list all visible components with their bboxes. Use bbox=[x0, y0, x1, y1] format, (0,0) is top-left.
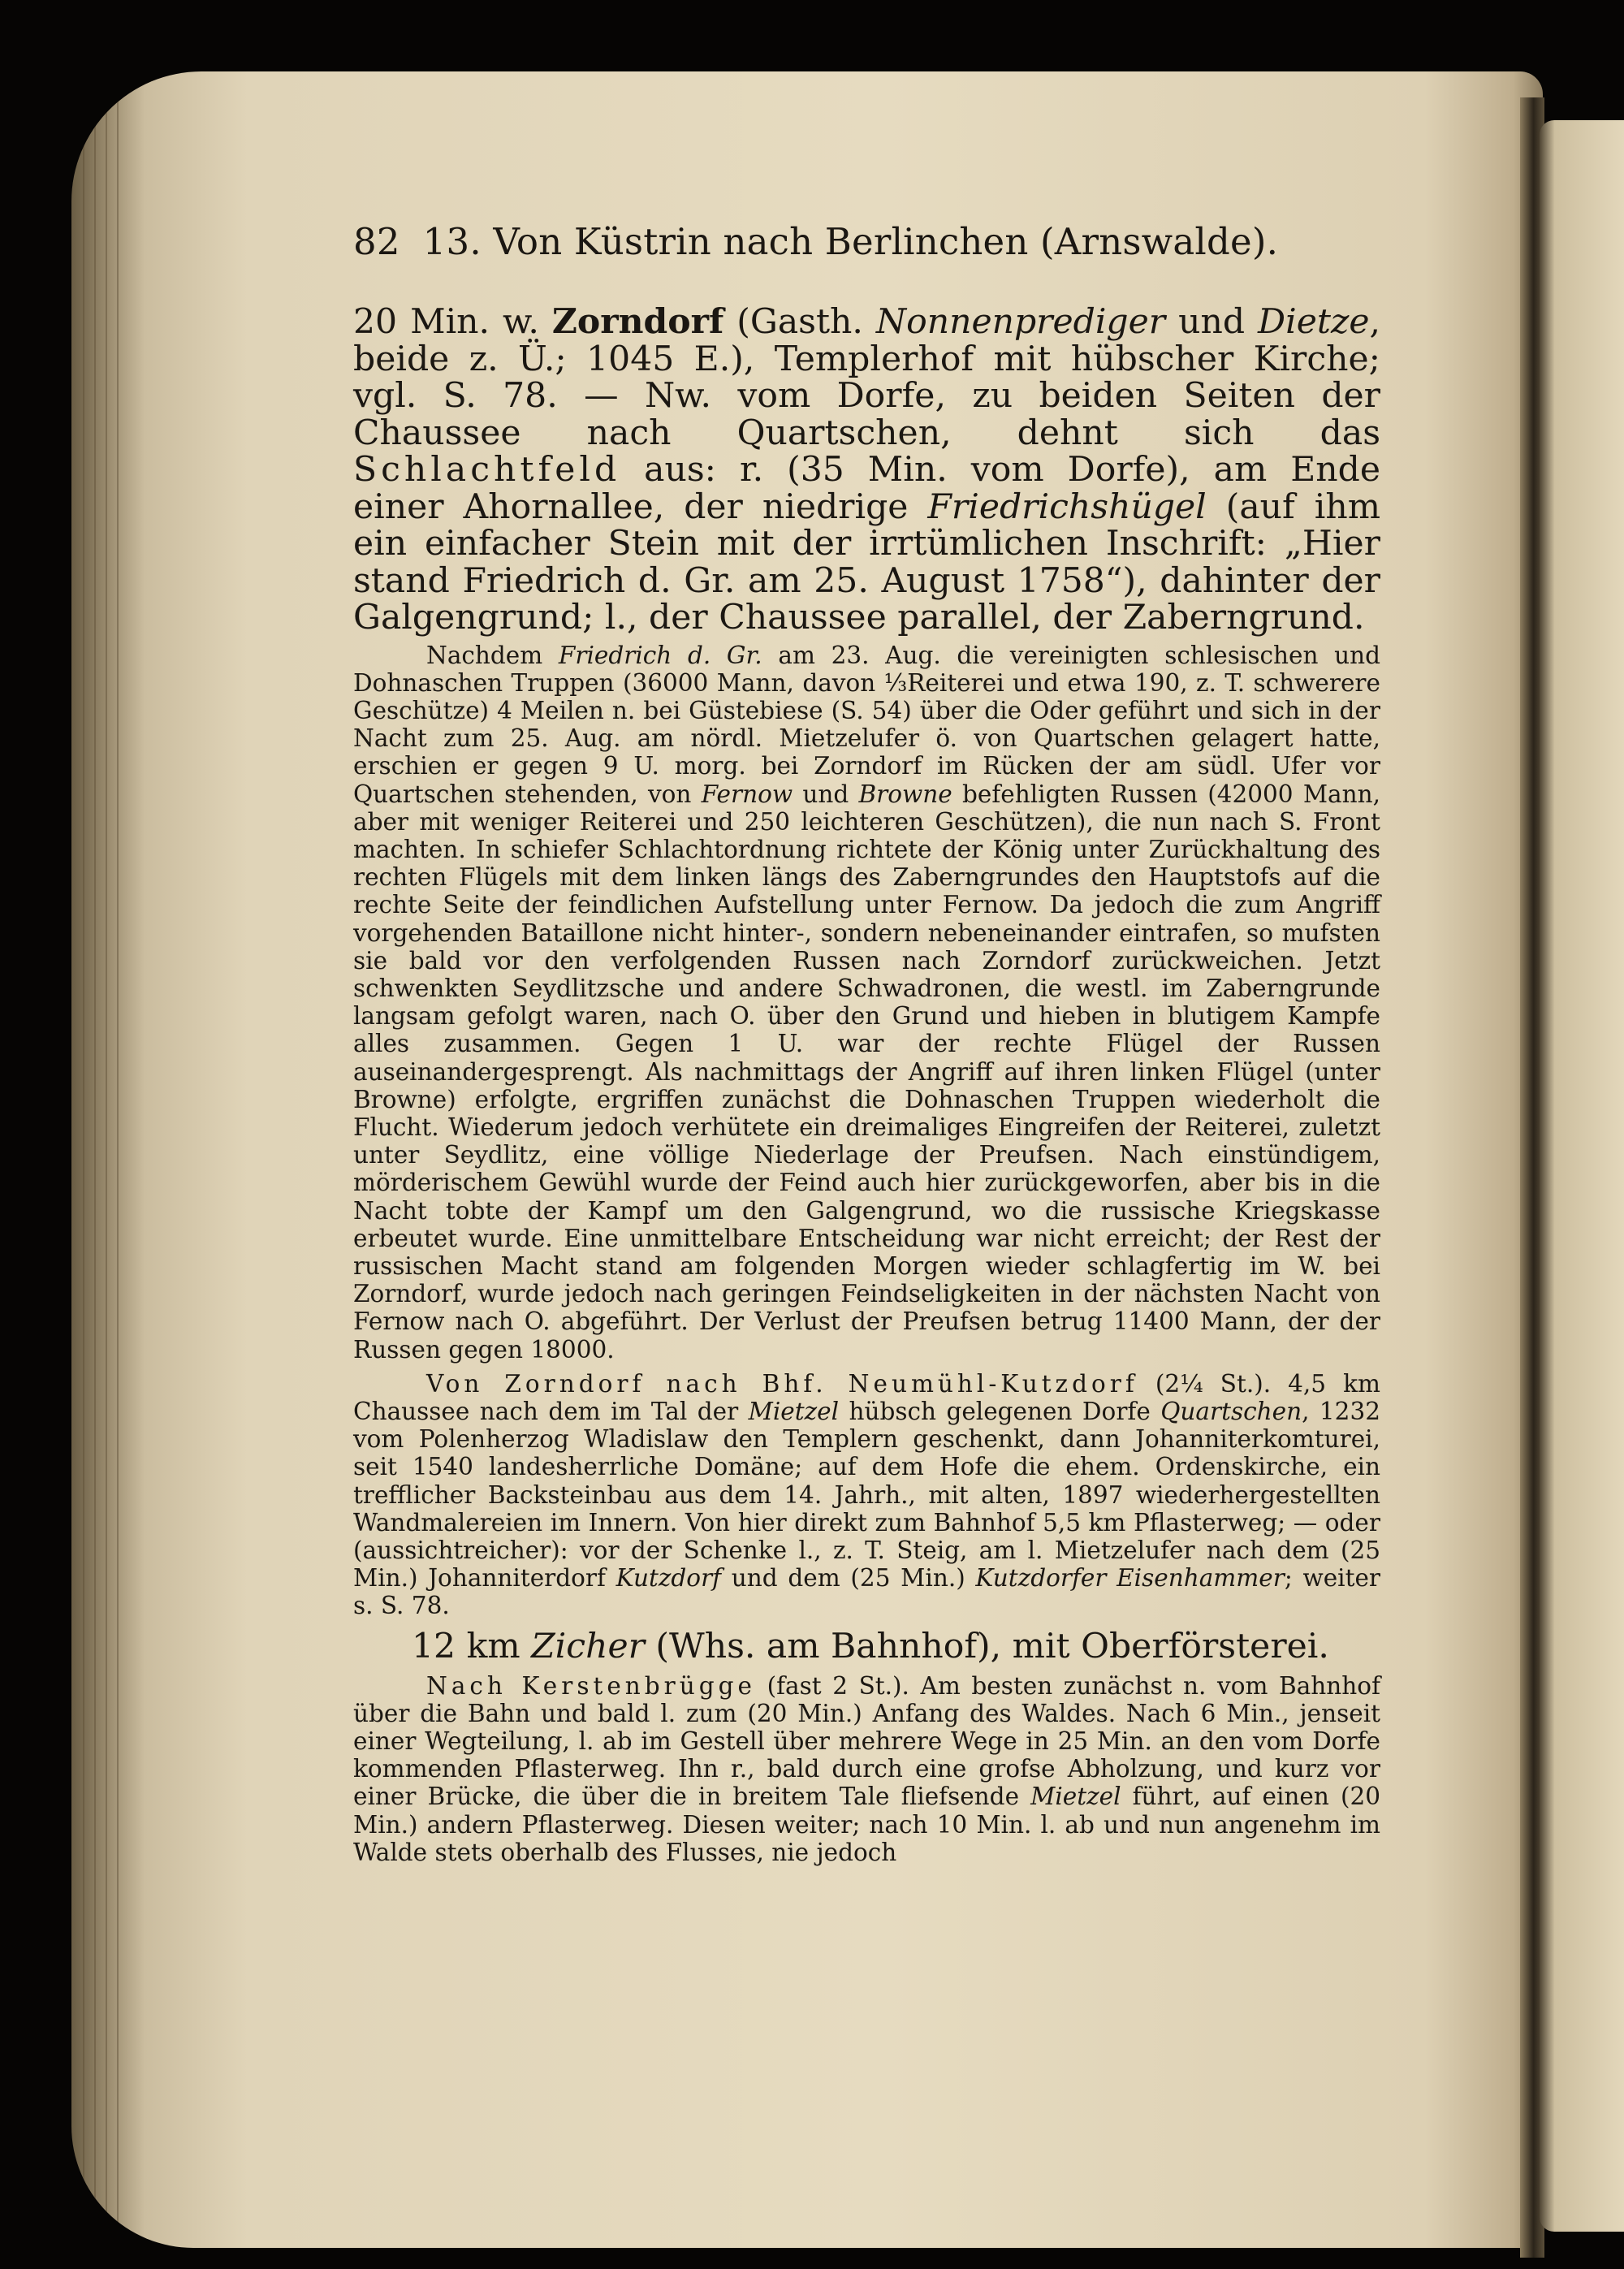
person-name: Fernow bbox=[701, 780, 793, 808]
river-name: Mietzel bbox=[1030, 1783, 1121, 1811]
spaced-term: Schlachtfeld bbox=[353, 450, 621, 490]
route-heading: Nach Kerstenbrügge bbox=[426, 1671, 756, 1700]
landmark-name: Friedrichshügel bbox=[927, 486, 1207, 527]
text-run: am 23. Aug. die vereinigten schlesischen und Dohnaschen Truppen (36000 Mann, davon ⅓Reiterei und etwa 190, z. T. schwerere Geschütze) 4 Meilen n. bei Güstebiese (S. 54) über die Oder geführt und sich in der Nacht zum 25. Aug. am nördl. Mietzelufer ö. von Quartschen gelagert hatte, erschien er gegen 9 U. morg. bei Zorndorf im Rücken der am südl. Ufer vor Quartschen stehenden, von bbox=[353, 641, 1380, 808]
page-edge-line bbox=[117, 71, 119, 2248]
person-name: Browne bbox=[858, 780, 952, 808]
text-run: Nachdem bbox=[426, 641, 559, 669]
text-run: (Gasth. bbox=[723, 302, 876, 342]
text-run: aus: r. (35 Min. vom Dorfe), am Ende einer Ahornallee, der niedrige bbox=[353, 450, 1380, 527]
paragraph-route-kutzdorf bbox=[353, 1370, 1380, 1620]
place-name: Zorndorf bbox=[551, 301, 724, 342]
text-run: ; weiter s. S. 78. bbox=[353, 1564, 1381, 1620]
chapter-title: 13. Von Küstrin nach Berlinchen (Arnswalde). bbox=[422, 220, 1279, 263]
place-name: Kutzdorf bbox=[615, 1564, 722, 1593]
distance: 12 km bbox=[412, 1626, 532, 1666]
page-number: 82 bbox=[353, 220, 400, 263]
page-edge-line bbox=[83, 71, 84, 2248]
route-heading: Von Zorndorf nach Bhf. Neumühl-Kutzdorf bbox=[426, 1369, 1138, 1398]
page-edge-line bbox=[106, 71, 107, 2248]
facing-page-edge bbox=[1540, 120, 1624, 2232]
paragraph-route-kerstenbruegge bbox=[353, 1672, 1380, 1866]
inn-name: Dietze bbox=[1258, 302, 1370, 342]
text-run: (Whs. am Bahnhof), mit Oberförsterei. bbox=[644, 1626, 1329, 1666]
text-run: (2¼ St.). 4,5 km Chaussee nach dem im Tal der bbox=[353, 1369, 1380, 1425]
river-name: Mietzel bbox=[748, 1397, 840, 1425]
page-edge-line bbox=[94, 71, 96, 2248]
place-name: Kutzdorfer Eisenhammer bbox=[975, 1564, 1285, 1593]
text-run: hübsch gelegenen Dorfe bbox=[839, 1397, 1161, 1425]
text-run: und bbox=[1165, 302, 1259, 342]
station-entry bbox=[353, 1625, 1380, 1669]
text-run: befehligten Russen (42000 Mann, aber mit weniger Reiterei und 250 leichteren Geschützen), die nun nach S. Front machten. In schiefer Schlachtordnung richtete der König unter Zurückhaltung des rechten Flügels mit dem linken längs des Zaberngrundes den Hauptstofs auf die rechte Seite der feindlichen Aufstellung unter Fernow. Da jedoch die zum Angriff vorgehenden Bataillone nicht hinter-, sondern nebeneinander eintrafen, so mufsten sie bald vor den verfolgenden Russen nach Zorndorf zurückweichen. Jetzt schwenkten Seydlitzsche und andere Schwadronen, die westl. im Zaberngrunde langsam gefolgt waren, nach O. über den Grund und hieben in blutigem Kampfe alles zusammen. Gegen 1 U. war der rechte Flügel der Russen auseinandergesprengt. Als nachmittags der Angriff auf ihren linken Flügel (unter Browne) erfolgte, ergriffen zunächst die Dohnaschen Truppen wiederholt die Flucht. Wiederum jedoch verhütete ein dreimaliges Eingreifen der Reiterei, zuletzt unter Seydlitz, eine völlige Niederlage der Preufsen. Nach einstündigem, mörderischem Gewühl wurde der Feind auch hier zurückgeworfen, aber bis in die Nacht tobte der Kampf um den Galgengrund, wo die russische Kriegskasse erbeutet wurde. Eine unmittelbare Entscheidung war nicht erreicht; der Rest der russischen Macht stand am folgenden Morgen wieder schlagfertig im W. bei Zorndorf, wurde jedoch nach geringen Feindseligkeiten in der nächsten Nacht von Fernow nach O. abgeführt. Der Verlust der Preufsen betrug 11400 Mann, der der Russen gegen 18000. bbox=[353, 780, 1380, 1364]
person-name: Friedrich d. Gr. bbox=[558, 641, 762, 669]
text-run: , beide z. Ü.; 1045 E.), Templerhof mit hübscher Kirche; vgl. S. 78. — Nw. vom Dorfe, zu beiden Seiten der Chaussee nach Quartschen, dehnt sich das bbox=[353, 302, 1381, 453]
text-run: und dem (25 Min.) bbox=[721, 1564, 976, 1593]
place-name: Quartschen bbox=[1160, 1397, 1302, 1425]
page-text bbox=[353, 219, 1380, 1866]
station-name: Zicher bbox=[531, 1626, 645, 1666]
inn-name: Nonnenprediger bbox=[875, 302, 1166, 342]
text-run: und bbox=[793, 780, 859, 808]
text-run: (auf ihm ein einfacher Stein mit der irrtümlichen Inschrift: „Hier stand Friedrich d. Gr. am 25. August 1758“), dahinter der Galgengrund; l., der Chaussee parallel, der Zaberngrund. bbox=[353, 486, 1380, 637]
text-run: führt, auf einen (20 Min.) andern Pflasterweg. Diesen weiter; nach 10 Min. l. ab und nun angenehm im Walde stets oberhalb des Flusses, nie jedoch bbox=[353, 1783, 1380, 1866]
paragraph-battle-history bbox=[353, 642, 1380, 1364]
running-head bbox=[353, 219, 1380, 265]
text-run: , 1232 vom Polenherzog Wladislaw den Templern geschenkt, dann Johanniterkomturei, seit 1540 landesherrliche Domäne; auf dem Hofe die ehem. Ordenskirche, ein trefflicher Backsteinbau aus dem 14. Jahrh., mit alten, 1897 wiederhergestellten Wandmalereien im Innern. Von hier direkt zum Bahnhof 5,5 km Pflasterweg; — oder (aussichtreicher): vor der Schenke l., z. T. Steig, am l. Mietzelufer nach dem (25 Min.) Johanniterdorf bbox=[353, 1397, 1380, 1593]
text-run: 20 Min. w. bbox=[353, 302, 552, 342]
paragraph-zorndorf bbox=[353, 301, 1381, 637]
text-run: (fast 2 St.). Am besten zunächst n. vom Bahnhof über die Bahn und bald l. zum (20 Min.) Anfang des Waldes. Nach 6 Min., jenseit einer Wegteilung, l. ab im Gestell über mehrere Wege in 25 Min. an den vom Dorfe kommenden Pflasterweg. Ihn r., bald durch eine grofse Abholzung, und kurz vor einer Brücke, die über die in breitem Tale fliefsende bbox=[353, 1671, 1380, 1811]
